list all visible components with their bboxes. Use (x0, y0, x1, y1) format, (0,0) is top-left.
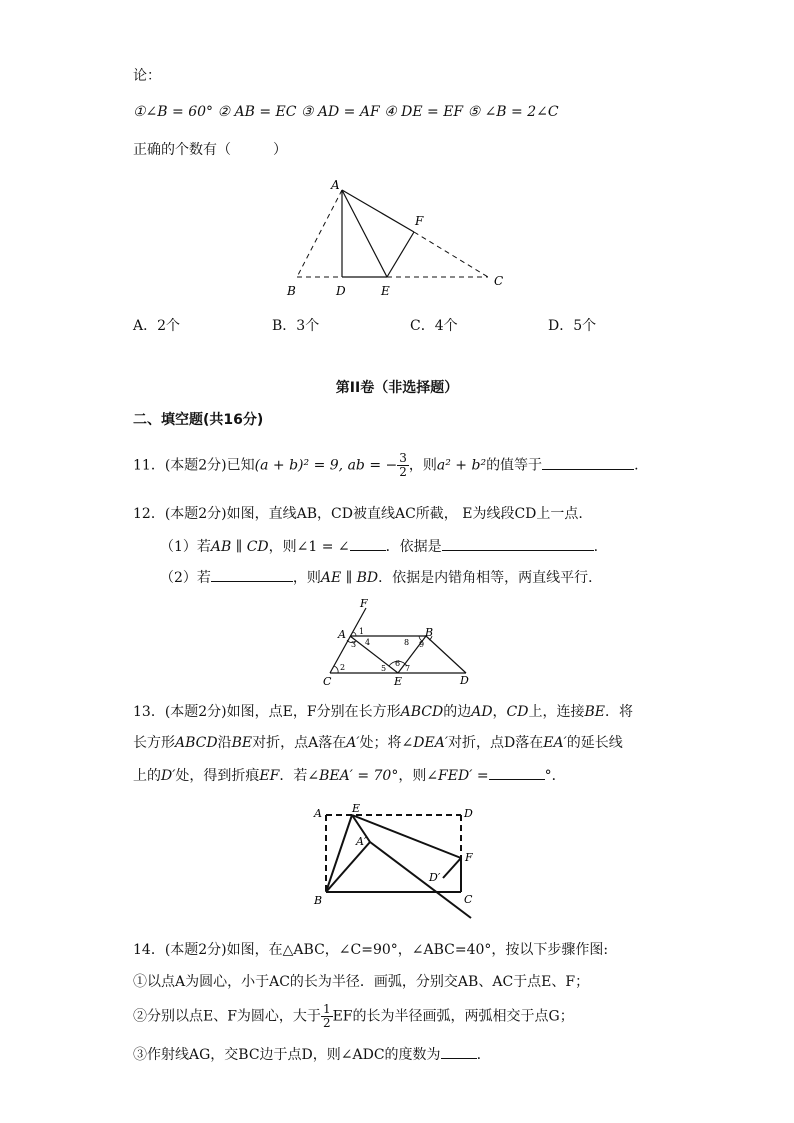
label-c: C (323, 675, 332, 688)
label-d-prime: D′ (429, 871, 441, 884)
q12-part1 (160, 535, 598, 557)
q14-s3-text: ③作射线AG，交BC边于点D，则∠ADC的度数为 (133, 1047, 441, 1063)
label-d: D (464, 807, 473, 820)
q13-l2-ang: ∠DEA′ (401, 735, 449, 751)
q14-frac-num: 1 (322, 1002, 331, 1016)
label-c: C (464, 893, 473, 906)
line-fc (414, 232, 488, 277)
q12-p1-post: ．依据是 (385, 539, 442, 555)
angle-9: 9 (419, 640, 425, 649)
q12-p2-post: ．依据是内错角相等，两直线平行． (378, 570, 603, 586)
q13-l1-mid: 的边 (443, 704, 472, 720)
q12-part2 (160, 566, 602, 588)
q12-p2-pre: （2）若 (160, 570, 211, 586)
q11-mid: ，则 (408, 457, 437, 474)
q13-figure (310, 800, 485, 925)
q11-frac-den: 2 (399, 465, 407, 479)
q14-s2-post: EF的长为半径画弧，两弧相交于点G； (332, 1008, 574, 1025)
q13-l2-pre: 长方形 (133, 735, 175, 751)
q13-l2-rect: ABCD (175, 735, 218, 751)
q14-frac-den: 2 (322, 1016, 331, 1030)
q13-l2-a: A′ (346, 735, 360, 751)
q12-p2-mid: ，则 (292, 570, 321, 586)
q10-figure (280, 176, 510, 301)
q12-angle-blank[interactable] (350, 535, 386, 551)
q11 (133, 452, 639, 479)
q13-l3-ef: EF (259, 768, 280, 784)
q13-l1-sep: ， (492, 704, 507, 720)
q13-l2-be: BE (231, 735, 253, 751)
q13-l3-d: D′ (161, 768, 176, 784)
q14-fraction (321, 1003, 333, 1030)
q13-l2-mid: 沿 (217, 735, 232, 751)
q12-p1-pre: （1）若 (160, 539, 211, 555)
q14-answer-blank[interactable] (441, 1043, 477, 1059)
q12-p2-expr: AE ∥ BD (320, 570, 379, 586)
q13-l3-pre: 上的 (133, 768, 161, 784)
q13-l1-be: BE (584, 704, 605, 720)
q10-option-b: B．3个 (272, 318, 320, 334)
q14-s3-end: . (476, 1047, 482, 1063)
q13-l2-mid4: 对折，点D落在 (448, 735, 544, 751)
q14-step2 (133, 1003, 574, 1030)
label-e: E (381, 284, 390, 298)
label-b: B (287, 284, 296, 298)
q11-frac-num: 3 (399, 451, 407, 465)
label-b: B (425, 626, 434, 639)
q10-question: 正确的个数有（ ） (133, 142, 287, 158)
line-ab (297, 190, 342, 277)
q13-l3-ang2: ∠FED′ = (426, 768, 489, 784)
q14-stem: 14．(本题2分)如图，在△ABC，∠C=90°，∠ABC=40°，按以下步骤作图: (133, 942, 609, 958)
q14-step1: ①以点A为圆心，小于AC的长为半径．画弧，分别交AB、AC于点E、F； (133, 974, 590, 990)
q13-l1-rect: ABCD (400, 704, 444, 720)
label-a: A (314, 807, 322, 820)
q11-fraction (397, 452, 409, 479)
label-c: C (494, 274, 504, 288)
q11-pre: 11．(本题2分)已知 (133, 457, 255, 474)
q13-l1-pre: 13．(本题2分)如图，点E，F分别在长方形 (133, 704, 401, 720)
q13-l2-ea: EA′ (543, 735, 567, 751)
part-title: 二、填空题(共16分) (133, 412, 264, 428)
q13-l3-mid3: ，则 (398, 768, 427, 784)
q11-end: . (634, 457, 639, 474)
q13-answer-blank[interactable] (489, 764, 545, 780)
q12-p1-mid: ，则∠1 = ∠ (268, 539, 350, 555)
line-ae (350, 636, 401, 673)
q14-s2-pre: ②分别以点E、F为圆心，大于 (133, 1008, 321, 1025)
q13-l2-end: 的延长线 (566, 735, 623, 751)
label-f: F (465, 851, 473, 864)
line-bd (426, 636, 466, 673)
q14-step3 (133, 1043, 481, 1065)
q11-post: 的值等于 (486, 457, 543, 474)
q13-l1-mid2: 上，连接 (528, 704, 585, 720)
q13-l3-mid2: ．若 (279, 768, 308, 784)
q13-l1-cd: CD (506, 704, 529, 720)
line-ef (387, 232, 414, 277)
label-d: D (336, 284, 346, 298)
q12-figure (320, 596, 480, 688)
q13-line3 (133, 764, 566, 786)
label-a-prime: A′ (356, 835, 367, 848)
q12-p1-end: . (593, 539, 599, 555)
volume-title: 第II卷（非选择题） (335, 380, 459, 396)
q13-line1 (133, 702, 633, 722)
angle-3: 3 (351, 640, 357, 649)
label-d: D (460, 674, 469, 687)
angle-7: 7 (405, 664, 411, 673)
q12-stem: 12．(本题2分)如图，直线AB，CD被直线AC所截， E为线段CD上一点. (133, 506, 583, 522)
q13-l2-mid2: 对折，点A落在 (252, 735, 347, 751)
q10-option-a: A．2个 (133, 318, 181, 334)
label-f: F (415, 214, 424, 228)
q13-l3-mid: 处，得到折痕 (175, 768, 260, 784)
q10-conclusions: ①∠B = 60° ② AB = EC ③ AD = AF ④ DE = EF ⑤ ∠B = 2∠C (133, 104, 559, 120)
angle-1: 1 (359, 627, 365, 636)
q13-line2 (133, 733, 623, 753)
q11-expr2: a² + b² (436, 457, 487, 474)
q13-l3-end: °． (544, 768, 566, 784)
label-b: B (314, 894, 323, 907)
q11-answer-blank[interactable] (542, 454, 634, 470)
q13-l2-mid3: 处；将 (359, 735, 402, 751)
label-a: A (331, 178, 340, 192)
angle-5: 5 (381, 664, 387, 673)
label-e: E (394, 675, 403, 688)
q10-option-c: C．4个 (410, 318, 458, 334)
angle-8: 8 (404, 638, 410, 647)
q10-lead: 论： (133, 68, 161, 84)
line-fc (330, 608, 366, 673)
q11-expr1: (a + b)² = 9, ab = − (254, 457, 398, 474)
angle-2: 2 (340, 663, 346, 672)
label-a: A (338, 628, 346, 641)
angle-4: 4 (365, 638, 371, 647)
q12-p1-expr: AB ∥ CD (210, 539, 269, 555)
angle-6: 6 (395, 659, 401, 668)
q10-option-d: D．5个 (548, 318, 597, 334)
q13-l1-end: ．将 (605, 704, 633, 720)
q12-reason-blank[interactable] (442, 535, 594, 551)
label-e: E (352, 802, 361, 815)
label-f: F (360, 597, 368, 610)
q12-condition-blank[interactable] (211, 566, 293, 582)
q13-l1-ad: AD (471, 704, 493, 720)
q13-l3-ang: ∠BEA′ = 70° (307, 768, 399, 784)
